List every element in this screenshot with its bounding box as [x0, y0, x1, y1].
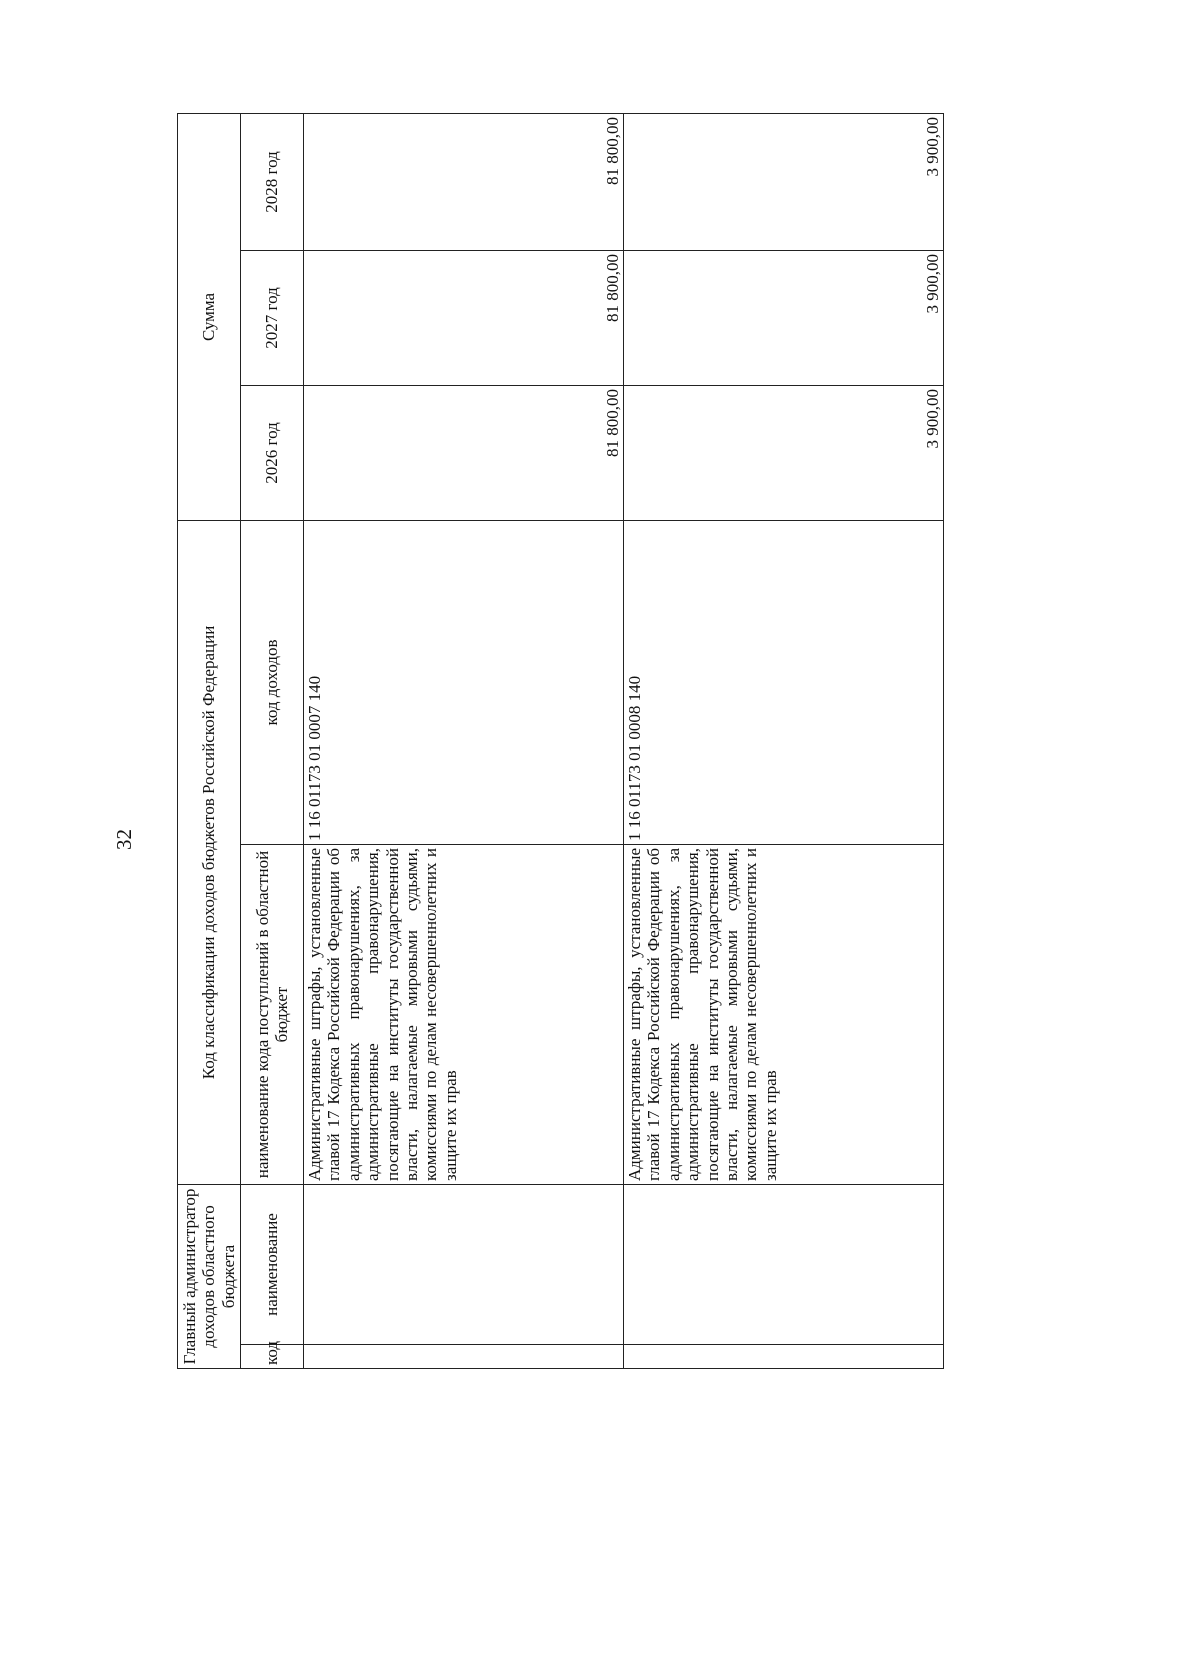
page-number: 32	[112, 829, 136, 850]
header-class-code: код доходов	[241, 520, 304, 844]
table-row	[304, 113, 624, 1368]
row-admin-name	[624, 1185, 944, 1345]
row-admin-code	[304, 1345, 624, 1369]
row-income-code: 1 16 01173 01 0008 140	[624, 520, 944, 844]
header-admin-group: Главный администратор доходов областного бюджета	[178, 1185, 241, 1369]
row-sum-2026: 3 900,00	[624, 385, 944, 520]
row-income-name: Административные штрафы, установленные главой 17 Кодекса Российской Федерации об административных правонарушениях, за административные правонарушения, посягающие на институты государственной власти, налагаемые мировыми судьями, комиссиями по делам несовершеннолетних и защите их прав	[624, 845, 944, 1185]
row-sum-2026: 81 800,00	[304, 385, 624, 520]
table-row	[624, 113, 944, 1368]
row-income-code: 1 16 01173 01 0007 140	[304, 520, 624, 844]
header-year-2027: 2027 год	[241, 250, 304, 385]
row-sum-2027: 81 800,00	[304, 250, 624, 385]
row-admin-code	[624, 1345, 944, 1369]
row-sum-2028: 81 800,00	[304, 113, 624, 250]
row-income-name: Административные штрафы, установленные главой 17 Кодекса Российской Федерации об административных правонарушениях, за административные правонарушения, посягающие на институты государственной власти, налагаемые мировыми судьями, комиссиями по делам несовершеннолетних и защите их прав	[304, 845, 624, 1185]
header-class-group: Код классификации доходов бюджетов Российской Федерации	[178, 520, 241, 1184]
row-sum-2027: 3 900,00	[624, 250, 944, 385]
row-sum-2028: 3 900,00	[624, 113, 944, 250]
row-admin-name	[304, 1185, 624, 1345]
header-admin-code: код	[241, 1345, 304, 1369]
header-year-2026: 2026 год	[241, 385, 304, 520]
header-sum-group: Сумма	[178, 113, 241, 520]
header-admin-name: наименование	[241, 1185, 304, 1345]
header-class-name: наименование кода поступлений в областной бюджет	[241, 845, 304, 1185]
header-year-2028: 2028 год	[241, 113, 304, 250]
income-table	[177, 113, 944, 1369]
rotated-table-wrapper	[177, 114, 946, 1369]
